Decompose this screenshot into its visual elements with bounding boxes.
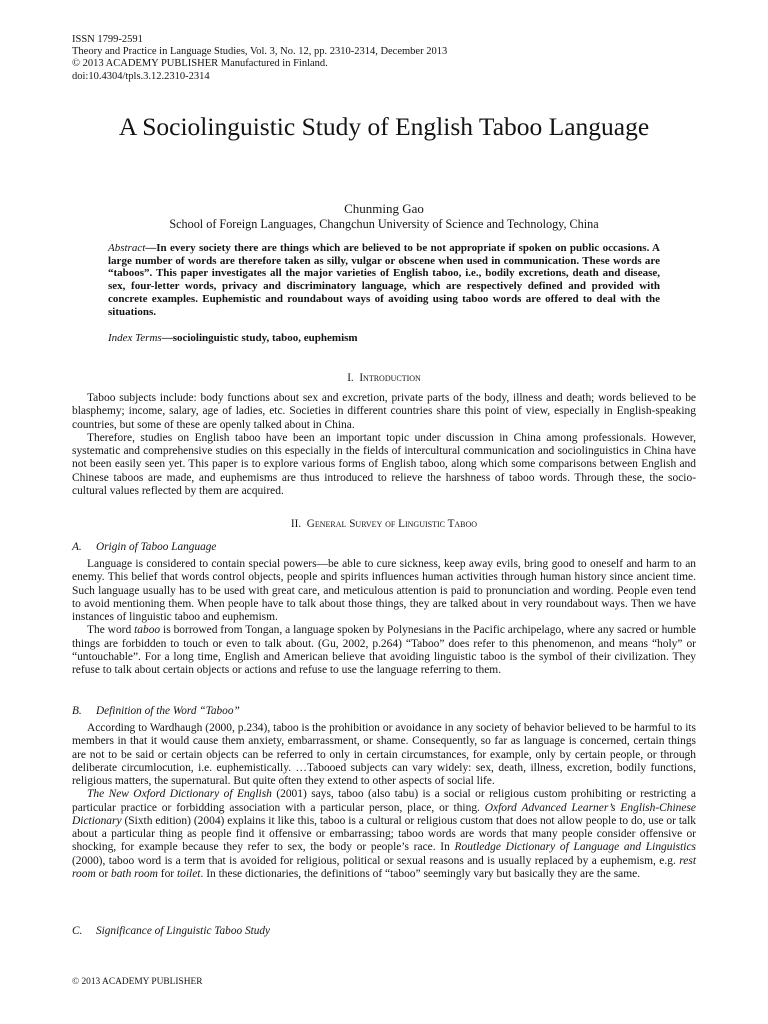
paragraph: The word taboo is borrowed from Tongan, a language spoken by Polynesians in the Pacific archipelago, where any sacred or humble things are forbidden to touch or even to talk about. (Gu, 2002, p.264) “Taboo” does refer to this phenomenon, and means “holy” or “untouchable”. For a long time, English and American believe that avoiding linguistic taboo is the symbol of their civilization. They refuse to talk about certain objects or actions and refuse to use the language referring to them. (72, 624, 696, 676)
emphasis: taboo (134, 624, 161, 637)
subsection-title: Definition of the Word “Taboo” (96, 705, 240, 717)
author-name: Chunming Gao (344, 201, 424, 216)
subsection-label: A. (72, 541, 82, 553)
section-title: Introduction (359, 372, 421, 384)
section-heading-general-survey (72, 518, 696, 531)
index-terms-text: —sociolinguistic study, taboo, euphemism (161, 332, 358, 344)
abstract-label: Abstract (108, 242, 146, 254)
subsection-label: B. (72, 705, 82, 717)
abstract-text: —In every society there are things which are believed to be not appropriate if spoken on public occasions. A large number of words are therefore taken as silly, vulgar or obscene when used in communication. These words are “taboos”. This paper investigates all the major varieties of English taboo, i.e., bodily excretions, death and disease, sex, four-letter words, privacy and discriminatory language, which are respectively defined and provided with concrete examples. Euphemistic and roundabout ways of avoiding using taboo words are offered to deal with the situations. (108, 242, 660, 318)
paragraph: Taboo subjects include: body functions about sex and excretion, private parts of the body, illness and death; words believed to be blasphemy; income, salary, age of ladies, etc. Societies in different countries share this point of view, especially in English-speaking countries, but some of these are openly talked about in China. (72, 392, 696, 431)
origin-body (72, 558, 696, 677)
page-footer: © 2013 ACADEMY PUBLISHER (72, 977, 203, 987)
introduction-body (72, 392, 696, 498)
index-terms (108, 332, 660, 345)
subsection-title: Significance of Linguistic Taboo Study (96, 925, 271, 937)
journal-header (72, 34, 447, 83)
subsection-heading-significance (72, 925, 696, 938)
paragraph: According to Wardhaugh (2000, p.234), taboo is the prohibition or avoidance in any society of behavior believed to be harmful to its members in that it would cause them anxiety, embarrassment, or shame. Consequently, so far as language is concerned, certain things are not to be said or certain objects can be referred to only in certain circumstances, for example, only by certain people, or through deliberate circumlocution, i.e. euphemistically. …Tabooed subjects can vary widely: sex, death, illness, excretion, bodily functions, religious matters, the supernatural. But quite often they extend to other aspects of social life. (72, 722, 696, 787)
author-affiliation: School of Foreign Languages, Changchun University of Science and Technology, China (169, 217, 599, 231)
paragraph: Therefore, studies on English taboo have been an important topic under discussion in China among professionals. However, systematic and comprehensive studies on this especially in the fields of intercultural communication and sociolinguistics in China have not been easily seen yet. This paper is to explore various forms of English taboo, along which some comparisons between English and Chinese taboos are made, and euphemisms are thus introduced to relieve the harshness of taboo words. Through these, the socio-cultural values reflected by them are acquired. (72, 431, 696, 497)
journal-citation: Theory and Practice in Language Studies, Vol. 3, No. 12, pp. 2310-2314, December 2013 (72, 46, 448, 58)
paragraph: Language is considered to contain special powers—be able to cure sickness, keep away evils, bring good to oneself and harm to an enemy. This belief that words control objects, people and spirits influences human activities through human history since ancient time. Such language usually has to be used with great care, and meticulous attention is paid to pronunciation and wording. People even tend to avoid mentioning them. When people have to talk about those things, they are talked about in very roundabout ways. Then we have instances of linguistic taboo and euphemism. (72, 558, 696, 623)
abstract (108, 242, 660, 318)
subsection-label: C. (72, 925, 83, 937)
section-heading-introduction (72, 372, 696, 385)
issn: ISSN 1799-2591 (72, 34, 143, 45)
section-number: II. (290, 518, 302, 530)
subsection-heading-definition (72, 705, 696, 718)
doi: doi:10.4304/tpls.3.12.2310-2314 (72, 70, 210, 82)
section-title: General Survey of Linguistic Taboo (306, 518, 478, 530)
section-number: I. (347, 372, 354, 384)
paragraph: The New Oxford Dictionary of English (2001) says, taboo (also tabu) is a social or religious custom prohibiting or restricting a particular practice or forbidding association with a particular person, place, or thing. Oxford Advanced Learner’s English-Chinese Dictionary (Sixth edition) (2004) explains it like this, taboo is a cultural or religious custom that does not allow people to do, use or talk about a particular thing as people find it offensive or embarrassing; taboo words are words that many people consider offensive or shocking, for example because they refer to sex, the body or people’s race. In Routledge Dictionary of Language and Linguistics (2000), taboo word is a term that is avoided for religious, political or sexual reasons and is usually replaced by a euphemism, e.g. rest room or bath room for toilet. In these dictionaries, the definitions of “taboo” seemingly vary but basically they are the same. (72, 788, 696, 880)
copyright-line: © 2013 ACADEMY PUBLISHER Manufactured in Finland. (72, 58, 328, 70)
subsection-heading-origin (72, 541, 696, 554)
definition-body (72, 722, 696, 881)
index-terms-label: Index Terms (108, 332, 162, 344)
paper-title: A Sociolinguistic Study of English Taboo Language (118, 112, 650, 141)
subsection-title: Origin of Taboo Language (96, 541, 217, 553)
